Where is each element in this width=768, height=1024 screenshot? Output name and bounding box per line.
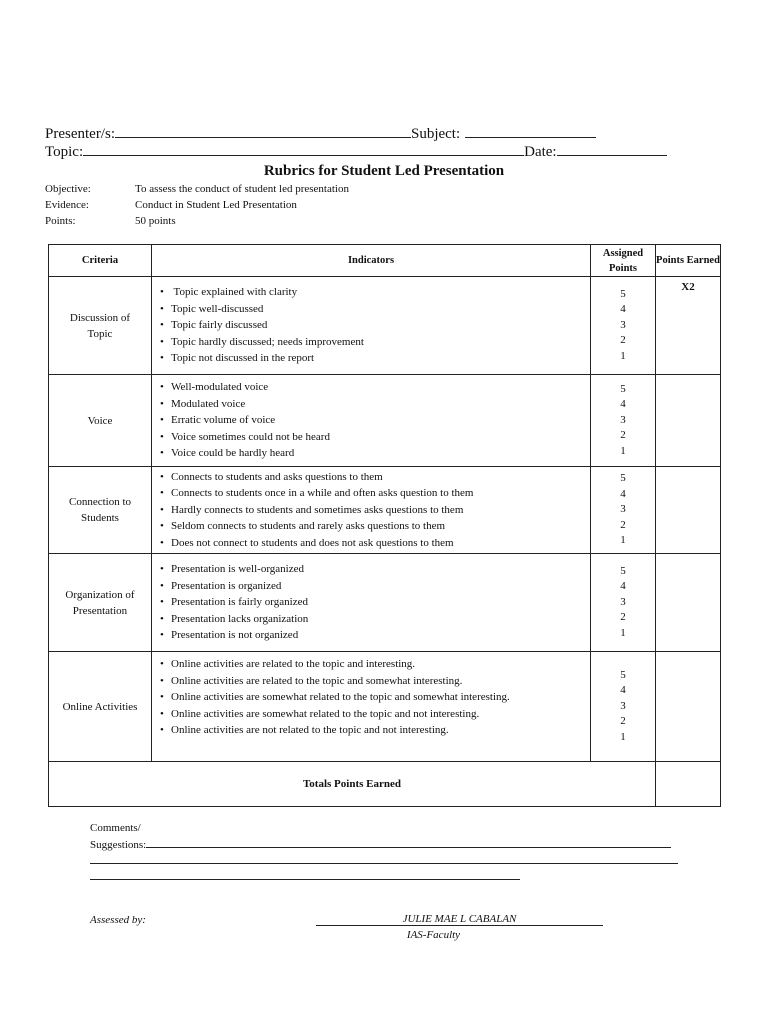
- indicator-item: • Online activities are related to the topic and interesting.: [160, 656, 590, 673]
- point-value: 2: [620, 518, 626, 531]
- point-value: 2: [620, 334, 626, 347]
- points-cell: [591, 375, 656, 467]
- header-criteria: Criteria: [49, 245, 152, 277]
- meta-label: Objective:: [45, 183, 91, 195]
- point-value: 4: [620, 684, 626, 697]
- criterion-label: Connection to Students: [68, 496, 132, 524]
- point-value: 3: [620, 413, 626, 426]
- table-row: [49, 277, 721, 375]
- presenter-label: Presenter/s:: [45, 126, 115, 142]
- point-value: 5: [620, 382, 626, 395]
- indicator-item: • Topic explained with clarity: [160, 284, 590, 301]
- indicator-item: • Topic hardly discussed; needs improvement: [160, 334, 590, 351]
- criterion-cell: [49, 277, 152, 375]
- point-value: 2: [620, 611, 626, 624]
- table-row: [49, 375, 721, 467]
- earned-cell[interactable]: [656, 277, 721, 375]
- criterion-label: Voice: [87, 414, 113, 427]
- indicators-cell: [152, 467, 591, 554]
- table-row: [49, 467, 721, 554]
- earned-cell[interactable]: [656, 652, 721, 762]
- indicator-item: • Connects to students once in a while and often asks question to them: [160, 485, 590, 502]
- earned-cell[interactable]: [656, 467, 721, 554]
- indicator-item: • Topic fairly discussed: [160, 317, 590, 334]
- topic-blank: [83, 143, 524, 156]
- indicators-cell: [152, 277, 591, 375]
- suggestions-label: Suggestions:: [90, 839, 147, 851]
- indicator-item: • Hardly connects to students and sometimes asks questions to them: [160, 502, 590, 519]
- comment-line[interactable]: [90, 863, 678, 864]
- indicators-cell: [152, 375, 591, 467]
- meta-value: To assess the conduct of student led presentation: [135, 183, 349, 195]
- meta-value: Conduct in Student Led Presentation: [135, 199, 297, 211]
- points-cell: [591, 467, 656, 554]
- indicator-item: • Modulated voice: [160, 396, 590, 413]
- point-value: 4: [620, 303, 626, 316]
- point-value: 5: [620, 287, 626, 300]
- table-row: [49, 652, 721, 762]
- criterion-cell: [49, 554, 152, 652]
- topic-label: Topic:: [45, 144, 84, 160]
- point-value: 5: [620, 472, 626, 485]
- indicators-cell: [152, 652, 591, 762]
- indicator-item: • Presentation is organized: [160, 578, 590, 595]
- assessor-name: JULIE MAE L CABALAN: [402, 913, 517, 925]
- indicator-item: • Presentation is not organized: [160, 627, 590, 644]
- header-points-earned: Points Earned: [656, 245, 721, 277]
- header-indicators: Indicators: [152, 245, 591, 277]
- criterion-label: Online Activities: [62, 700, 138, 713]
- indicator-item: • Presentation is fairly organized: [160, 594, 590, 611]
- meta-block: [45, 183, 445, 231]
- assessed-by-label: Assessed by:: [90, 914, 146, 926]
- indicator-item: • Online activities are somewhat related to the topic and somewhat interesting.: [160, 689, 590, 706]
- meta-label: Evidence:: [45, 199, 89, 211]
- multiplier-label: X2: [681, 281, 695, 293]
- indicator-item: • Well-modulated voice: [160, 379, 590, 396]
- criterion-label: Organization of Presentation: [65, 588, 135, 617]
- earned-cell[interactable]: [656, 554, 721, 652]
- rubric-table: [48, 244, 721, 807]
- indicator-item: • Erratic volume of voice: [160, 412, 590, 429]
- point-value: 3: [620, 503, 626, 516]
- point-value: 2: [620, 429, 626, 442]
- indicator-item: • Connects to students and asks questions to them: [160, 469, 590, 486]
- point-value: 1: [620, 349, 626, 362]
- indicator-item: • Seldom connects to students and rarely asks questions to them: [160, 518, 590, 535]
- suggestions-line: [90, 838, 671, 851]
- criterion-cell: [49, 375, 152, 467]
- point-value: 1: [620, 626, 626, 639]
- indicator-item: • Online activities are somewhat related to the topic and not interesting.: [160, 706, 590, 723]
- subject-blank: [465, 125, 596, 138]
- presenter-blank: [115, 125, 411, 138]
- totals-label: Totals Points Earned: [49, 762, 656, 807]
- suggestions-blank[interactable]: [146, 838, 671, 848]
- date-label: Date:: [524, 144, 557, 160]
- totals-row: [49, 762, 721, 807]
- table-header-row: [49, 245, 721, 277]
- criterion-cell: [49, 652, 152, 762]
- indicator-item: • Does not connect to students and does not ask questions to them: [160, 535, 590, 552]
- criterion-cell: [49, 467, 152, 554]
- topic-line: [45, 143, 667, 161]
- point-value: 3: [620, 699, 626, 712]
- points-cell: [591, 652, 656, 762]
- point-value: 1: [620, 444, 626, 457]
- comments-label: Comments/: [90, 822, 141, 834]
- header-assigned-points: Assigned Points: [591, 245, 656, 277]
- signature-line: [316, 925, 603, 926]
- comment-line[interactable]: [90, 879, 520, 880]
- points-cell: [591, 277, 656, 375]
- indicator-item: • Online activities are related to the topic and somewhat interesting.: [160, 673, 590, 690]
- indicator-item: • Presentation is well-organized: [160, 561, 590, 578]
- point-value: 4: [620, 398, 626, 411]
- point-value: 5: [620, 564, 626, 577]
- points-cell: [591, 554, 656, 652]
- subject-label: Subject:: [410, 126, 461, 142]
- point-value: 1: [620, 534, 626, 547]
- point-value: 3: [620, 318, 626, 331]
- criterion-label: Discussion of Topic: [69, 311, 131, 340]
- totals-earned-cell[interactable]: [656, 762, 721, 807]
- indicator-item: • Voice could be hardly heard: [160, 445, 590, 462]
- meta-value: 50 points: [135, 215, 176, 227]
- indicator-item: • Topic well-discussed: [160, 301, 590, 318]
- assessor-role: IAS-Faculty: [406, 929, 461, 941]
- table-row: [49, 554, 721, 652]
- date-blank: [557, 143, 667, 156]
- meta-label: Points:: [45, 215, 76, 227]
- point-value: 2: [620, 715, 626, 728]
- page-title: Rubrics for Student Led Presentation: [263, 163, 505, 179]
- indicator-item: • Presentation lacks organization: [160, 611, 590, 628]
- indicators-cell: [152, 554, 591, 652]
- point-value: 3: [620, 595, 626, 608]
- indicator-item: • Online activities are not related to the topic and not interesting.: [160, 722, 590, 739]
- earned-cell[interactable]: [656, 375, 721, 467]
- point-value: 4: [620, 580, 626, 593]
- indicator-item: • Topic not discussed in the report: [160, 350, 590, 367]
- point-value: 5: [620, 668, 626, 681]
- presenter-line: [45, 125, 596, 143]
- point-value: 4: [620, 487, 626, 500]
- indicator-item: • Voice sometimes could not be heard: [160, 429, 590, 446]
- point-value: 1: [620, 730, 626, 743]
